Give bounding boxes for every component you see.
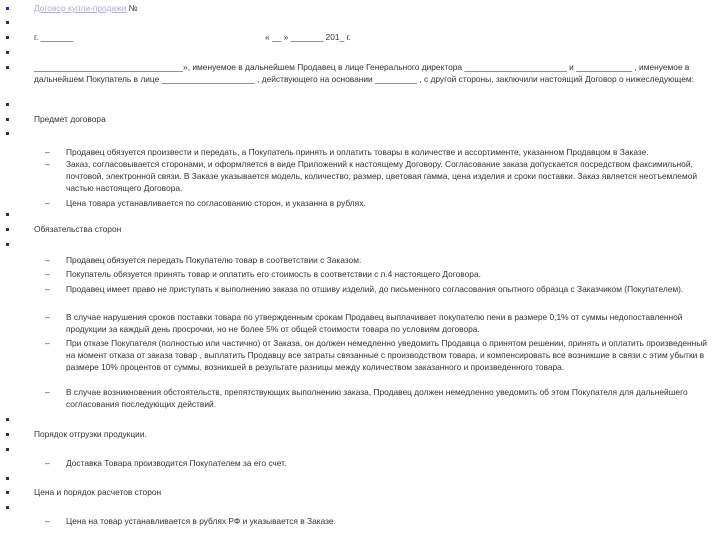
dash: – xyxy=(45,269,50,279)
list-item: Продавец имеет право не приступать к выполнению заказа по отшиву изделий, до письменного согласования опытного образца с Заказчиком (Покупателем). xyxy=(66,284,684,294)
bullet xyxy=(6,118,9,121)
bullet xyxy=(6,448,9,451)
bullet xyxy=(6,132,9,135)
dash: – xyxy=(45,338,50,348)
title-line xyxy=(34,2,138,14)
list-item: Покупатель обязуется принять товар и оплатить его стоимость в соответствии с п.4 настоящего Договора. xyxy=(66,269,481,279)
bullet xyxy=(6,21,9,24)
dash: – xyxy=(45,387,50,397)
list-item: Продавец обязуется передать Покупателю товар в соответствии с Заказом. xyxy=(66,255,362,265)
bullet xyxy=(6,228,9,231)
list-item: При отказе Покупателя (полностью или частично) от Заказа, он должен немедленно уведомить Продавца о принятом решении, принять и оплатить произведенный на момент отказа от заказа товар , выплатить Продавцу все затраты связанные с производством товара, и компенсировать все возникшие в связи с этим убытки в размере 10% процентов от суммы, возникшей в результате разницы между количеством заказанного и произведенного товара. xyxy=(66,338,707,372)
bullet xyxy=(6,418,9,421)
list-item: Цена на товар устанавливается в рублях РФ и указывается в Заказе. xyxy=(66,516,336,526)
place: г. _______ xyxy=(34,32,74,42)
bullet xyxy=(6,243,9,246)
list-item: Заказ, согласовывается сторонами, и оформляется в виде Приложений к настоящему Договору. Согласование заказа допускается посредством факсимильной, почтовой, электронной связи. В Заказе указывается модель, количество, размер, цветовая гамма, цена изделия и сроки поставки. Заказ является неотъемлемой частью настоящего Договора. xyxy=(66,159,698,193)
list-item: В случае возникновения обстоятельств, препятствующих выполнению заказа, Продавец должен немедленно уведомить об этом Покупателя для дальнейшего согласования последующих действий. xyxy=(66,387,688,409)
list-item: В случае нарушения сроков поставки товара по утвержденным срокам Продавец выплачивает покупателю пени в размере 0,1% от суммы недопоставленной продукции за каждый день просрочки, но не более 5% от общей стоимости товара по условиям договора. xyxy=(66,312,683,334)
dash: – xyxy=(45,458,50,468)
date: « __ » _______ 201_ г. xyxy=(265,32,351,42)
section-title: Обязательства сторон xyxy=(34,224,122,234)
list-item: Цена товара устанавливается по согласованию сторон, и указанна в рублях. xyxy=(66,198,366,208)
dash: – xyxy=(45,159,50,169)
bullet xyxy=(6,36,9,39)
list-item: Доставка Товара производится Покупателем за его счет. xyxy=(66,458,287,468)
bullet xyxy=(6,7,9,10)
bullet xyxy=(6,213,9,216)
bullet xyxy=(6,477,9,480)
contract-link[interactable]: Договор купли-продажи xyxy=(34,3,127,13)
section-title: Порядок отгрузки продукции. xyxy=(34,429,147,439)
parties-paragraph: ________________________________», именуемое в дальнейшем Продавец в лице Генерального директора ______________________ и ____________ , именуемое в дальнейшем Покупатель в лице ____________________ , действующего на основании _________ , с другой стороны, заключили настоящий Договор о нижеследующем: xyxy=(34,62,694,84)
dash: – xyxy=(45,255,50,265)
section-title: Предмет договора xyxy=(34,114,106,124)
section-title: Цена и порядок расчетов сторон xyxy=(34,487,162,497)
bullet xyxy=(6,433,9,436)
bullet xyxy=(6,491,9,494)
bullet xyxy=(6,506,9,509)
bullet xyxy=(6,51,9,54)
dash: – xyxy=(45,284,50,294)
list-item: Продавец обязуется произвести и передать, а Покупатель принять и оплатить товары в количестве и ассортименте, указанном Продавцом в Заказе. xyxy=(66,147,649,157)
bullet xyxy=(6,66,9,69)
dash: – xyxy=(45,198,50,208)
dash: – xyxy=(45,312,50,322)
bullet xyxy=(6,103,9,106)
number-sign: № xyxy=(128,3,138,13)
dash: – xyxy=(45,516,50,526)
dash: – xyxy=(45,147,50,157)
